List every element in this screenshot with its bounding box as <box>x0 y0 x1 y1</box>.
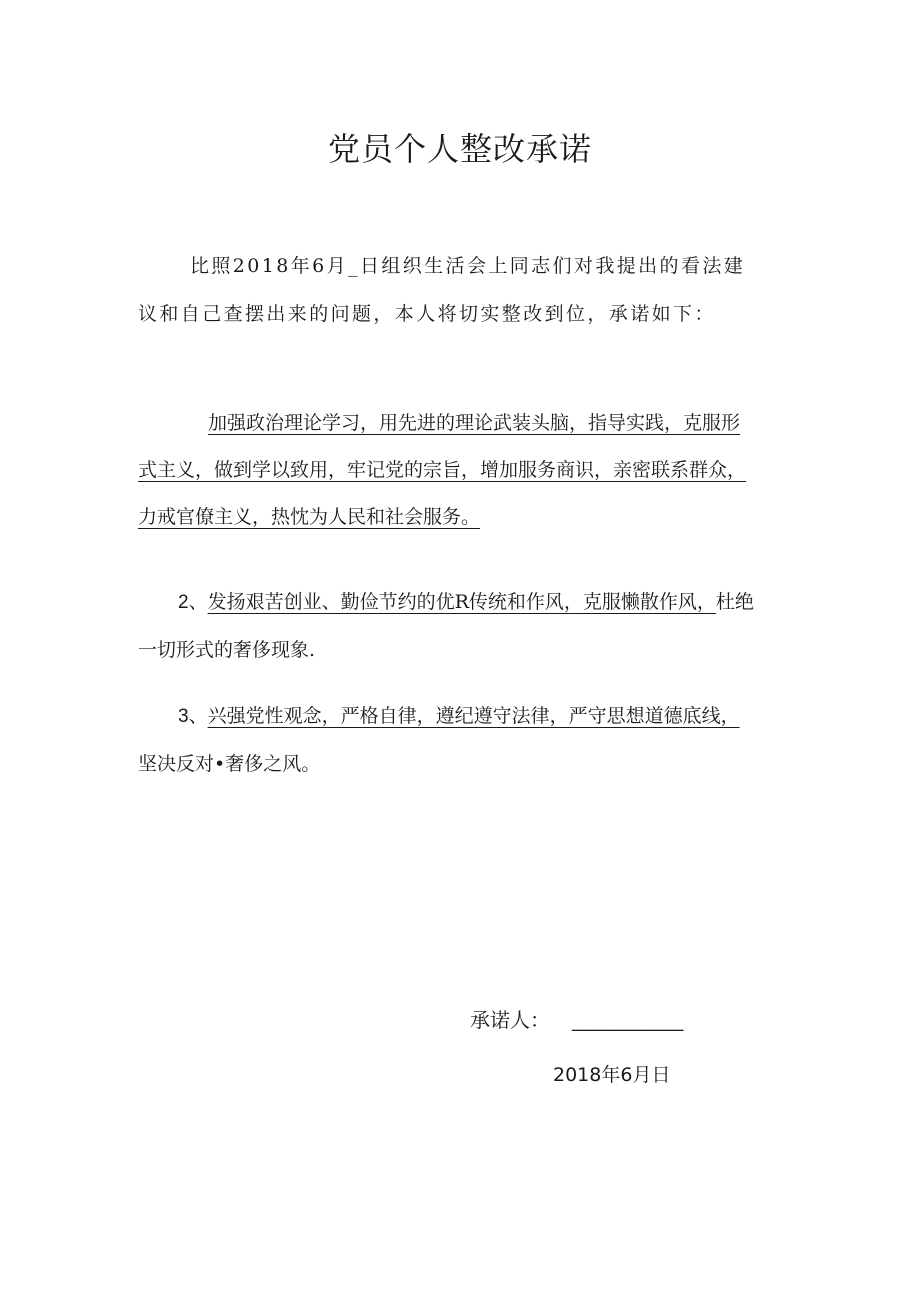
item2-line-1-underlined: 发扬艰苦创业、勤俭节约的优R传统和作风，克服懒散作风， <box>207 591 716 613</box>
intro-paragraph <box>138 242 788 338</box>
item3-number: 3、 <box>178 706 208 727</box>
item1-line-3: 力戒官僚主义，热忱为人民和社会服务。 <box>138 506 481 528</box>
commitment-item-2 <box>138 578 788 674</box>
intro-line-1: 比照2018年6月_日组织生活会上同志们对我提出的看法建 <box>190 255 746 277</box>
item2-line-1-rest: 杜绝 <box>715 591 754 613</box>
signature-line <box>470 1004 683 1033</box>
item3-line-1-underlined: 兴强党性观念，严格自律，遵纪遵守法律，严守思想道德底线， <box>207 705 740 727</box>
commitment-item-3 <box>138 692 788 788</box>
intro-line-2: 议和自己查摆出来的问题，本人将切实整改到位，承诺如下： <box>138 303 716 325</box>
document-date: 2018年6月日 <box>553 1064 671 1086</box>
item2-number: 2、 <box>178 592 208 613</box>
item2-line-2: 一切形式的奢侈现象. <box>138 639 316 661</box>
signer-blank: __________ <box>572 1010 684 1032</box>
item3-line-2: 坚决反对•奢侈之风。 <box>138 753 321 775</box>
item1-line-2: 式主义，做到学以致用，牢记党的宗旨，增加服务商识，亲密联系群众， <box>138 459 747 481</box>
document-title: 党员个人整改承诺 <box>327 130 592 168</box>
commitment-item-1 <box>138 400 788 541</box>
signer-label: 承诺人： <box>470 1008 550 1032</box>
item1-line-1: 加强政治理论学习，用先进的理论武装头脑，指导实践，克服形 <box>208 412 741 434</box>
